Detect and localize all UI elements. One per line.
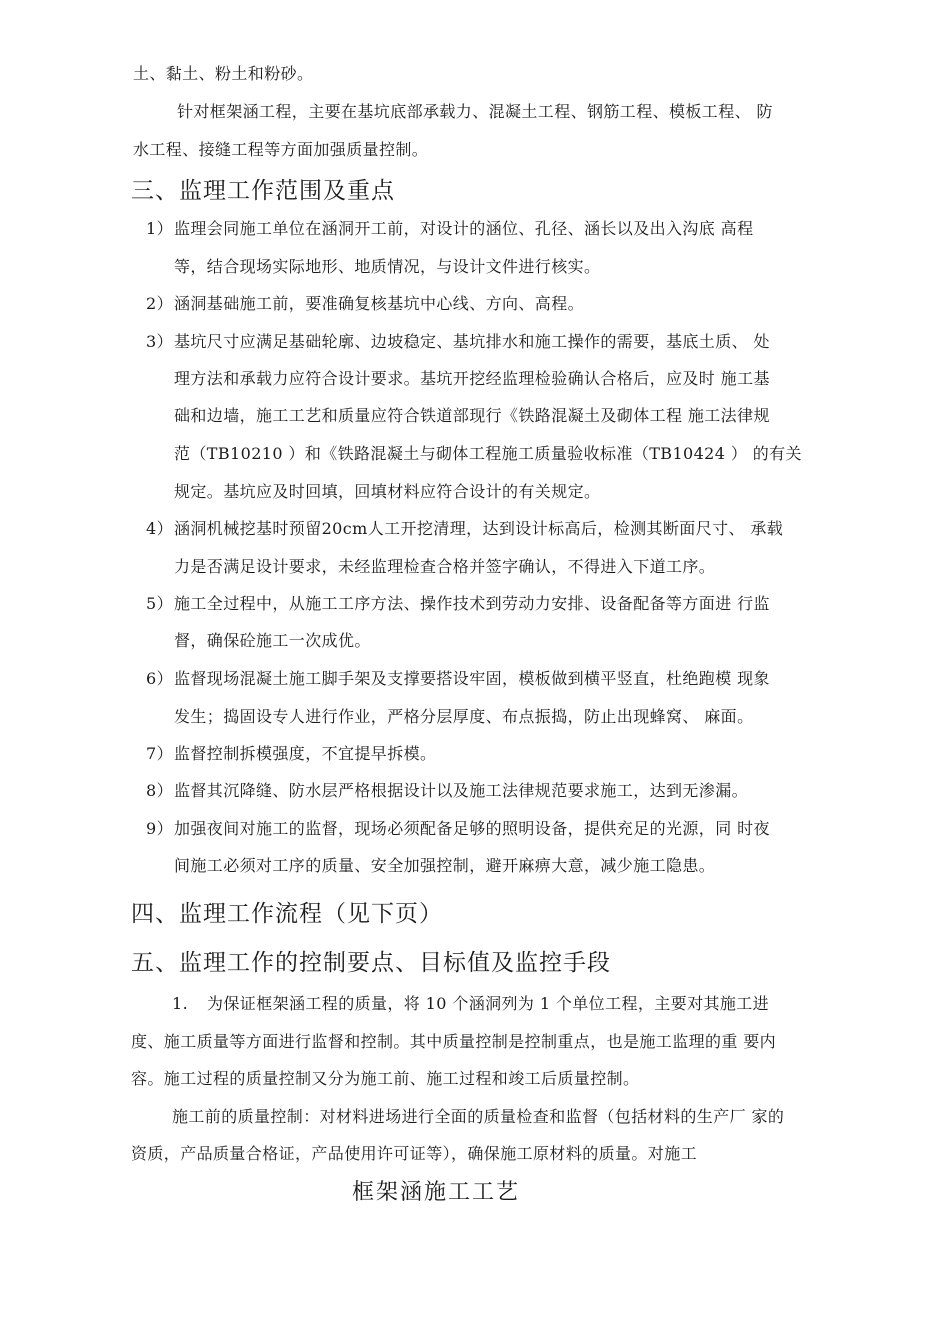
section-3-heading: 三、监理工作范围及重点 — [131, 178, 395, 204]
paragraph-line: 为保证框架涵工程的质量，将 10 个涵洞列为 1 个单位工程，主要对其施工进 — [207, 994, 770, 1013]
list-item-line: 力是否满足设计要求，未经监理检查合格并签字确认，不得进入下道工序。 — [174, 557, 716, 576]
list-item-number: 1） — [146, 219, 173, 238]
list-item-number: 8） — [146, 781, 173, 800]
list-item-line: 施工全过程中，从施工工序方法、操作技术到劳动力安排、设备配备等方面进 行监 — [174, 594, 770, 613]
list-item-number: 3） — [146, 332, 173, 351]
paragraph-line: 容。施工过程的质量控制又分为施工前、施工过程和竣工后质量控制。 — [131, 1069, 640, 1088]
flowchart-title: 框架涵施工工艺 — [352, 1180, 521, 1205]
list-item-number: 4） — [146, 519, 173, 538]
list-item-line: 基坑尺寸应满足基础轮廓、边坡稳定、基坑排水和施工操作的需要，基底土质、 处 — [174, 332, 770, 351]
list-item-number: 9） — [146, 819, 173, 838]
list-item-line: 间施工必须对工序的质量、安全加强控制，避开麻痹大意，减少施工隐患。 — [174, 856, 716, 875]
section-5-heading: 五、监理工作的控制要点、目标值及监控手段 — [131, 950, 611, 976]
list-item-line: 规定。基坑应及时回填，回填材料应符合设计的有关规定。 — [174, 482, 601, 501]
list-item-number: 6） — [146, 669, 173, 688]
list-item-line: 范（TB10210 ）和《铁路混凝土与砌体工程施工质量验收标准（TB10424 ） 的有关 — [174, 444, 802, 463]
list-item-line: 涵洞基础施工前，要准确复核基坑中心线、方向、高程。 — [174, 294, 585, 313]
list-item-line: 督，确保砼施工一次成优。 — [174, 631, 371, 650]
list-item-number: 5） — [146, 594, 173, 613]
list-item-line: 理方法和承载力应符合设计要求。基坑开挖经监理检验确认合格后，应及时 施工基 — [174, 369, 770, 388]
paragraph-line: 度、施工质量等方面进行监督和控制。其中质量控制是控制重点，也是施工监理的重 要内 — [131, 1032, 777, 1051]
list-item-number: 2） — [146, 294, 173, 313]
paragraph-line: 施工前的质量控制：对材料进场进行全面的质量检查和监督（包括材料的生产厂 家的 — [172, 1107, 785, 1126]
list-item-line: 涵洞机械挖基时预留20cm人工开挖清理，达到设计标高后，检测其断面尺寸、 承载 — [174, 519, 784, 538]
paragraph-line: 资质，产品质量合格证，产品使用许可证等），确保施工原材料的质量。对施工 — [131, 1144, 698, 1163]
intro-paragraph-line: 针对框架涵工程，主要在基坑底部承载力、混凝土工程、钢筋工程、模板工程、 防 — [177, 102, 773, 121]
list-item-line: 等，结合现场实际地形、地质情况，与设计文件进行核实。 — [174, 257, 601, 276]
list-item-number: 7） — [146, 744, 173, 763]
list-item-line: 础和边墙，施工工艺和质量应符合铁道部现行《铁路混凝土及砌体工程 施工法律规 — [174, 406, 770, 425]
list-item-line: 发生；捣固设专人进行作业，严格分层厚度、布点振捣，防止出现蜂窝、 麻面。 — [174, 707, 754, 726]
intro-line: 土、黏土、粉土和粉砂。 — [133, 64, 314, 83]
section-4-heading: 四、监理工作流程（见下页） — [131, 901, 443, 927]
intro-paragraph-line: 水工程、接缝工程等方面加强质量控制。 — [133, 140, 429, 159]
list-item-line: 监督其沉降缝、防水层严格根据设计以及施工法律规范要求施工，达到无渗漏。 — [174, 781, 749, 800]
list-item-line: 加强夜间对施工的监督，现场必须配备足够的照明设备，提供充足的光源，同 时夜 — [174, 819, 770, 838]
paragraph-number: 1. — [172, 994, 189, 1013]
list-item-line: 监督控制拆模强度，不宜提早拆模。 — [174, 744, 437, 763]
list-item-line: 监督现场混凝土施工脚手架及支撑要搭设牢固，模板做到横平竖直，杜绝跑模 现象 — [174, 669, 770, 688]
list-item-line: 监理会同施工单位在涵洞开工前，对设计的涵位、孔径、涵长以及出入沟底 高程 — [174, 219, 754, 238]
